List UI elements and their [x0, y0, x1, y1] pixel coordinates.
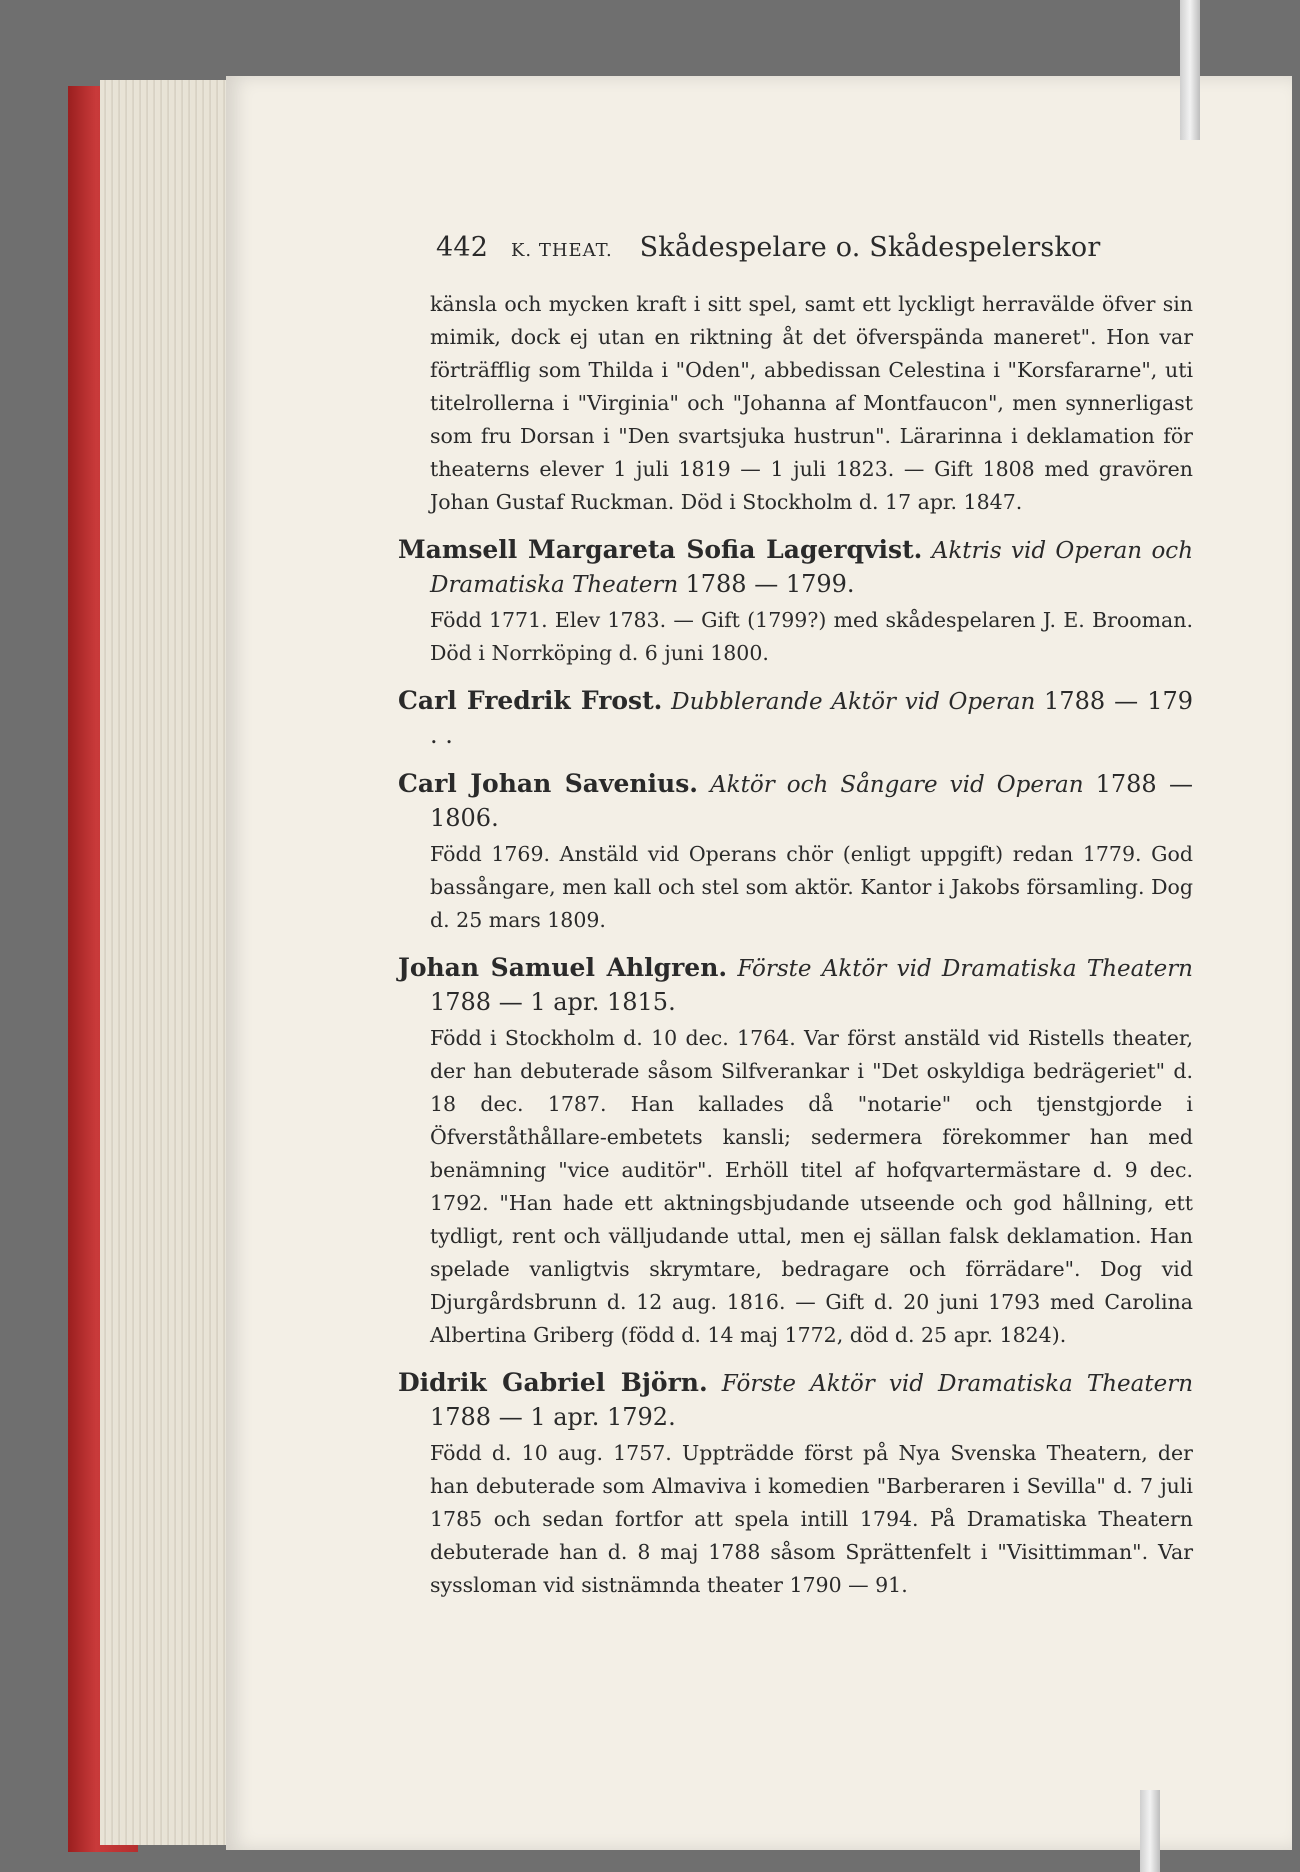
entry-dates: 1788 — 1 apr. 1792.: [430, 1403, 676, 1431]
section-label: K. THEAT.: [510, 240, 613, 261]
entry-role: Aktris vid Operan och Dramatiska Theatern: [430, 538, 1194, 598]
running-header: [436, 232, 1196, 263]
entry-frost: [398, 684, 1193, 753]
entry-heading: [398, 1366, 1193, 1435]
entry-body: Född d. 10 aug. 1757. Uppträdde först på Nya Svenska Theatern, der han debuterade som Almaviva i komedien "Barberaren i Sevilla" d. 7 juli 1785 och sedan fortfor att spela intill 1794. På Dramatiska Theatern debuterade han d. 8 maj 1788 såsom Sprättenfelt i "Visittimman". Var syssloman vid sistnämnda theater 1790 — 91.: [430, 1441, 1193, 1597]
entry-heading: [398, 684, 1193, 753]
entry-role: Förste Aktör vid Dramatiska Theatern: [721, 1371, 1194, 1397]
entry-name: Johan Samuel Ahlgren.: [398, 953, 728, 982]
entry-dates: 1788 — 1806.: [430, 770, 1194, 832]
entry-lagerqvist: [398, 533, 1193, 670]
continuation-paragraph: känsla och mycken kraft i sitt spel, samt ett lyckligt herravälde öfver sin mimik, dock ej utan en riktning åt det öfverspända maneret". Hon var förträfflig som Thilda i "Oden", abbedissan Celestina i "Korsfararne", uti titelrollerna i "Virginia" och "Johanna af Montfaucon", men synnerligast som fru Dorsan i "Den svartsjuka hustrun". Lärarinna i deklamation för theaterns elever 1 juli 1819 — 1 juli 1823. — Gift 1808 med gravören Johan Gustaf Ruckman. Död i Stockholm d. 17 apr. 1847.: [430, 292, 1193, 514]
entry-name: Carl Fredrik Frost.: [398, 686, 663, 715]
entry-dates: 1788 — 1 apr. 1815.: [430, 988, 676, 1016]
entry-body: Född 1771. Elev 1783. — Gift (1799?) med skådespelaren J. E. Brooman. Död i Norrköping d. 6 juni 1800.: [430, 608, 1193, 665]
entry-role: Dubblerande Aktör vid Operan: [671, 689, 1036, 715]
entry-name: Carl Johan Savenius.: [398, 769, 699, 798]
entry-role: Förste Aktör vid Dramatiska Theatern: [737, 956, 1193, 982]
entry-body: Född 1769. Anstäld vid Operans chör (enligt uppgift) redan 1779. God bassångare, men kall och stel som aktör. Kantor i Jakobs församling. Dog d. 25 mars 1809.: [430, 842, 1193, 932]
bookmark-ribbon-end: [1140, 1790, 1160, 1872]
entry-heading: [398, 951, 1193, 1020]
entry-bjorn: [398, 1366, 1193, 1602]
entry-dates: 1788 — 1799.: [685, 570, 855, 598]
entry-dates: 1788 — 179 . .: [430, 687, 1194, 749]
entry-name: Didrik Gabriel Björn.: [398, 1368, 708, 1397]
entry-role: Aktör och Sångare vid Operan: [710, 772, 1084, 798]
entry-heading: [398, 767, 1193, 836]
bookmark-ribbon: [1180, 0, 1200, 140]
entry-savenius: [398, 767, 1193, 937]
header-title: Skådespelare o. Skådespelerskor: [639, 232, 1101, 263]
entry-ahlgren: [398, 951, 1193, 1352]
entry-heading: [398, 533, 1193, 602]
page-content: [398, 288, 1193, 1602]
entry-body: Född i Stockholm d. 10 dec. 1764. Var först anstäld vid Ristells theater, der han debuterade såsom Silfverankar i "Det oskyldiga bedrägeriet" d. 18 dec. 1787. Han kallades då "notarie" och tjenstgjorde i Öfverståthållare-embetets kansli; sedermera förekommer han med benämning "vice auditör". Erhöll titel af hofqvartermästare d. 9 dec. 1792. "Han hade ett aktningsbjudande utseende och god hållning, ett tydligt, rent och välljudande uttal, men ej sällan falsk deklamation. Han spelade vanligtvis skrymtare, bedragare och förrädare". Dog vid Djurgårdsbrunn d. 12 aug. 1816. — Gift d. 20 juni 1793 med Carolina Albertina Griberg (född d. 14 maj 1772, död d. 25 apr. 1824).: [430, 1026, 1193, 1347]
entry-prefix: Mamsell: [398, 535, 529, 564]
page-number: 442: [436, 232, 489, 263]
page-edges: [100, 80, 230, 1845]
entry-name: Margareta Sofia Lagerqvist.: [528, 535, 923, 564]
